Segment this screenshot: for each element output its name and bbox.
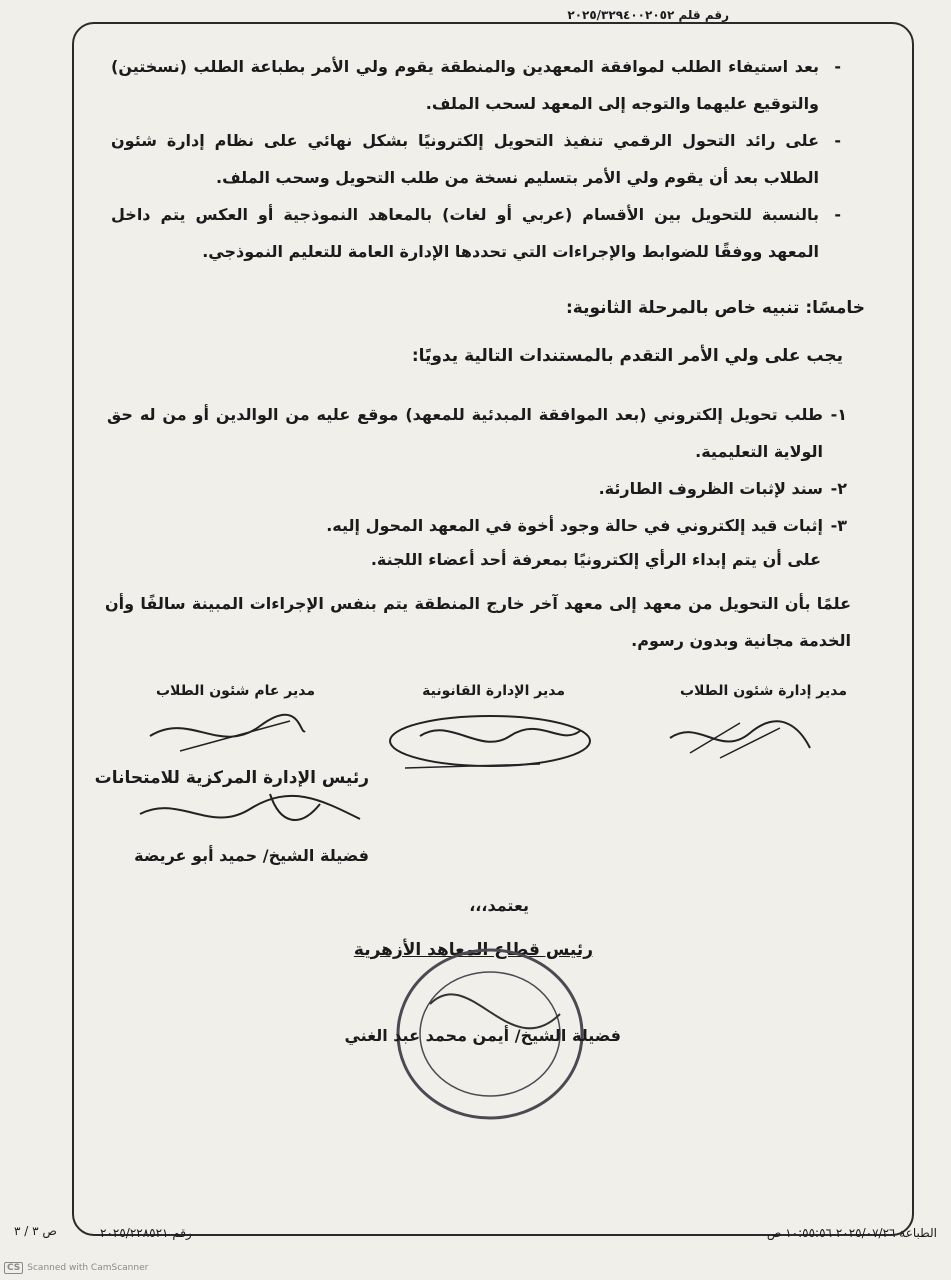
bullet-item: - على رائد التحول الرقمي تنفيذ التحويل إلكترونيًا بشكل نهائي على نظام إدارة شئون الطلاب بعد أن يقوم ولي الأمر بتسليم نسخة من طلب التحويل وسحب الملف. bbox=[111, 122, 841, 196]
document-item bbox=[107, 396, 847, 470]
scanner-watermark bbox=[4, 1262, 148, 1274]
section-heading: خامسًا: تنبيه خاص بالمرحلة الثانوية: bbox=[565, 298, 865, 318]
exams-head-title: رئيس الإدارة المركزية للامتحانات bbox=[94, 768, 369, 788]
camscanner-icon: CS bbox=[4, 1262, 23, 1274]
document-item bbox=[107, 507, 847, 544]
document-text: إثبات قيد إلكتروني في حالة وجود أخوة في المعهد المحول إليه. bbox=[326, 516, 823, 535]
section-intro: يجب على ولي الأمر التقدم بالمستندات التالية يدويًا: bbox=[411, 346, 843, 366]
signature-title-general-director: مدير عام شئون الطلاب bbox=[155, 683, 315, 699]
signature-scribble-exams-head bbox=[120, 784, 370, 844]
approval-label: يعتمد،،، bbox=[469, 896, 529, 915]
signature-scribble-student-affairs bbox=[660, 708, 820, 768]
document-number: ٢- bbox=[830, 479, 847, 498]
reference-number: رقم قلم ٢٠٢٥/٣٢٩٤٠٠٢٠٥٢ bbox=[567, 8, 729, 22]
document-text: سند لإثبات الظروف الطارئة. bbox=[598, 479, 823, 498]
signature-title-student-affairs: مدير إدارة شئون الطلاب bbox=[679, 683, 847, 699]
note-paragraph: علمًا بأن التحويل من معهد إلى معهد آخر خارج المنطقة يتم بنفس الإجراءات المبينة سالفًا وأن الخدمة مجانية وبدون رسوم. bbox=[105, 594, 851, 650]
footer-page-number: ص ٣ / ٣ bbox=[14, 1224, 57, 1238]
bullet-list bbox=[111, 48, 841, 270]
signature-title-legal: مدير الإدارة القانونية bbox=[422, 683, 565, 699]
document-number: ٣- bbox=[830, 516, 847, 535]
condition-text: على أن يتم إبداء الرأي إلكترونيًا بمعرفة أحد أعضاء اللجنة. bbox=[370, 550, 821, 569]
document-text: طلب تحويل إلكتروني (بعد الموافقة المبدئية للمعهد) موقع عليه من الوالدين أو من له حق الولاية التعليمية. bbox=[107, 405, 823, 461]
signature-scribble-general-director bbox=[140, 706, 310, 761]
signature-scribble-legal bbox=[380, 706, 600, 781]
documents-list bbox=[107, 396, 847, 544]
bullet-item: - بالنسبة للتحويل بين الأقسام (عربي أو لغات) بالمعاهد النموذجية أو العكس يتم داخل المعهد ووفقًا للضوابط والإجراءات التي تحددها الإدارة العامة للتعليم النموذجي. bbox=[111, 196, 841, 270]
document-number: ١- bbox=[830, 405, 847, 424]
bullet-item: - بعد استيفاء الطلب لموافقة المعهدين والمنطقة يقوم ولي الأمر بطباعة الطلب (نسختين) والتوقيع عليهما والتوجه إلى المعهد لسحب الملف. bbox=[111, 48, 841, 122]
footer-document-number: رقم ٢٠٢٥/٢٢٨٥٢١ bbox=[100, 1226, 192, 1240]
sector-head-name: فضيلة الشيخ/ أيمن محمد عبد الغني bbox=[344, 1026, 621, 1045]
footer-print-info: الطباعة ٢٠٢٥/٠٧/٢٦ ١٠:٥٥:٥٦ ص bbox=[766, 1226, 937, 1240]
document-item bbox=[107, 470, 847, 507]
sector-head-title: رئيس قطاع المعاهد الأزهرية bbox=[353, 940, 593, 960]
exams-head-name: فضيلة الشيخ/ حميد أبو عريضة bbox=[134, 846, 369, 865]
scanner-text: Scanned with CamScanner bbox=[27, 1263, 149, 1273]
